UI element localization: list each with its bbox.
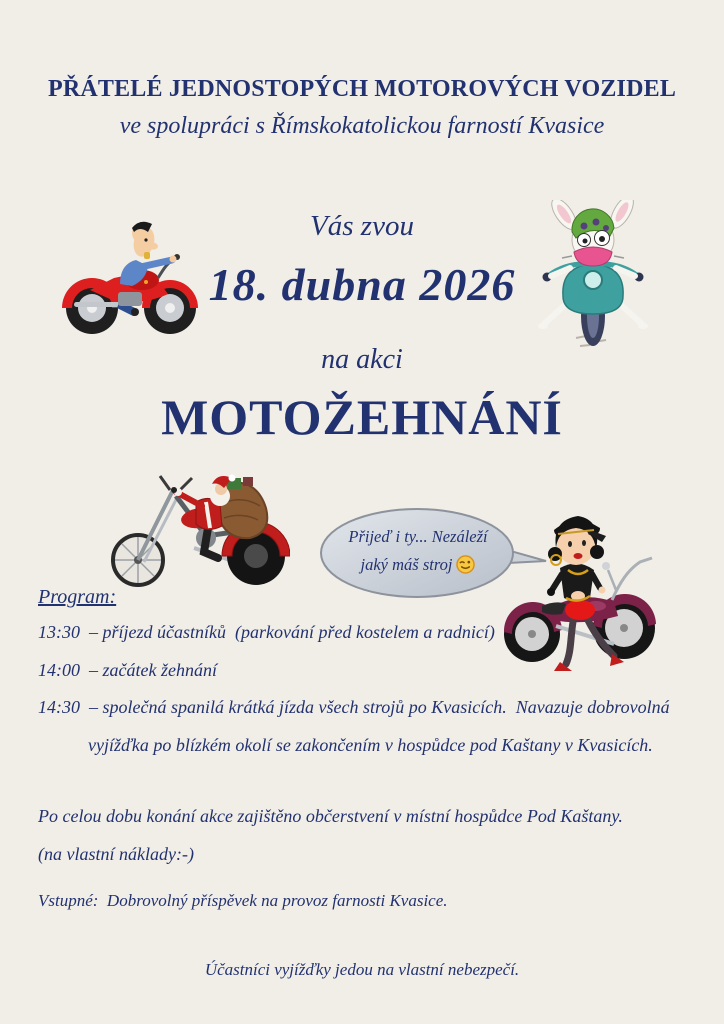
own-cost-note: (na vlastní náklady:-) [38,844,194,864]
event-title: MOTOŽEHNÁNÍ [161,389,563,445]
invite-intro: Vás zvou [310,210,414,242]
cooperation-subtitle: ve spolupráci s Římskokatolickou farností Kvasice [119,113,605,139]
program-item-1400: 14:00 – začátek žehnání [38,660,217,680]
bubble-line1: Přijeď i ty... Nezáleží [348,527,488,546]
event-date: 18. dubna 2026 [208,259,516,310]
program-heading: Program: [38,586,117,608]
entry-fee-note: Vstupné: Dobrovolný příspěvek na provoz farnosti Kvasice. [38,891,448,910]
organizer-title: PŘÁTELÉ JEDNOSTOPÝCH MOTOROVÝCH VOZIDEL [47,76,677,102]
program-item-1330: 13:30 – příjezd účastníků (parkování před kostelem a radnicí) [38,622,495,642]
program-item-1430-continued: vyjížďka po blízkém okolí se zakončením v hospůdce pod Kaštany v Kvasicích. [88,735,653,755]
biker-girl-on-purple-motorcycle-icon [496,504,662,672]
bubble-line2: jaký máš stroj [360,555,453,574]
refreshments-note: Po celou dobu konání akce zajištěno občerstvení v místní hospůdce Pod Kaštany. [38,806,623,826]
speech-bubble-text [340,523,496,579]
disclaimer: Účastníci vyjížďky jedou na vlastní nebezpečí. [204,960,520,979]
santa-on-red-trike-icon [110,458,290,590]
invite-pre-title: na akci [321,344,403,375]
wink-smiley-icon [456,555,475,574]
program-item-1430: 14:30 – společná spanilá krátká jízda všech strojů po Kvasicích. Navazuje dobrovolná [38,697,670,717]
